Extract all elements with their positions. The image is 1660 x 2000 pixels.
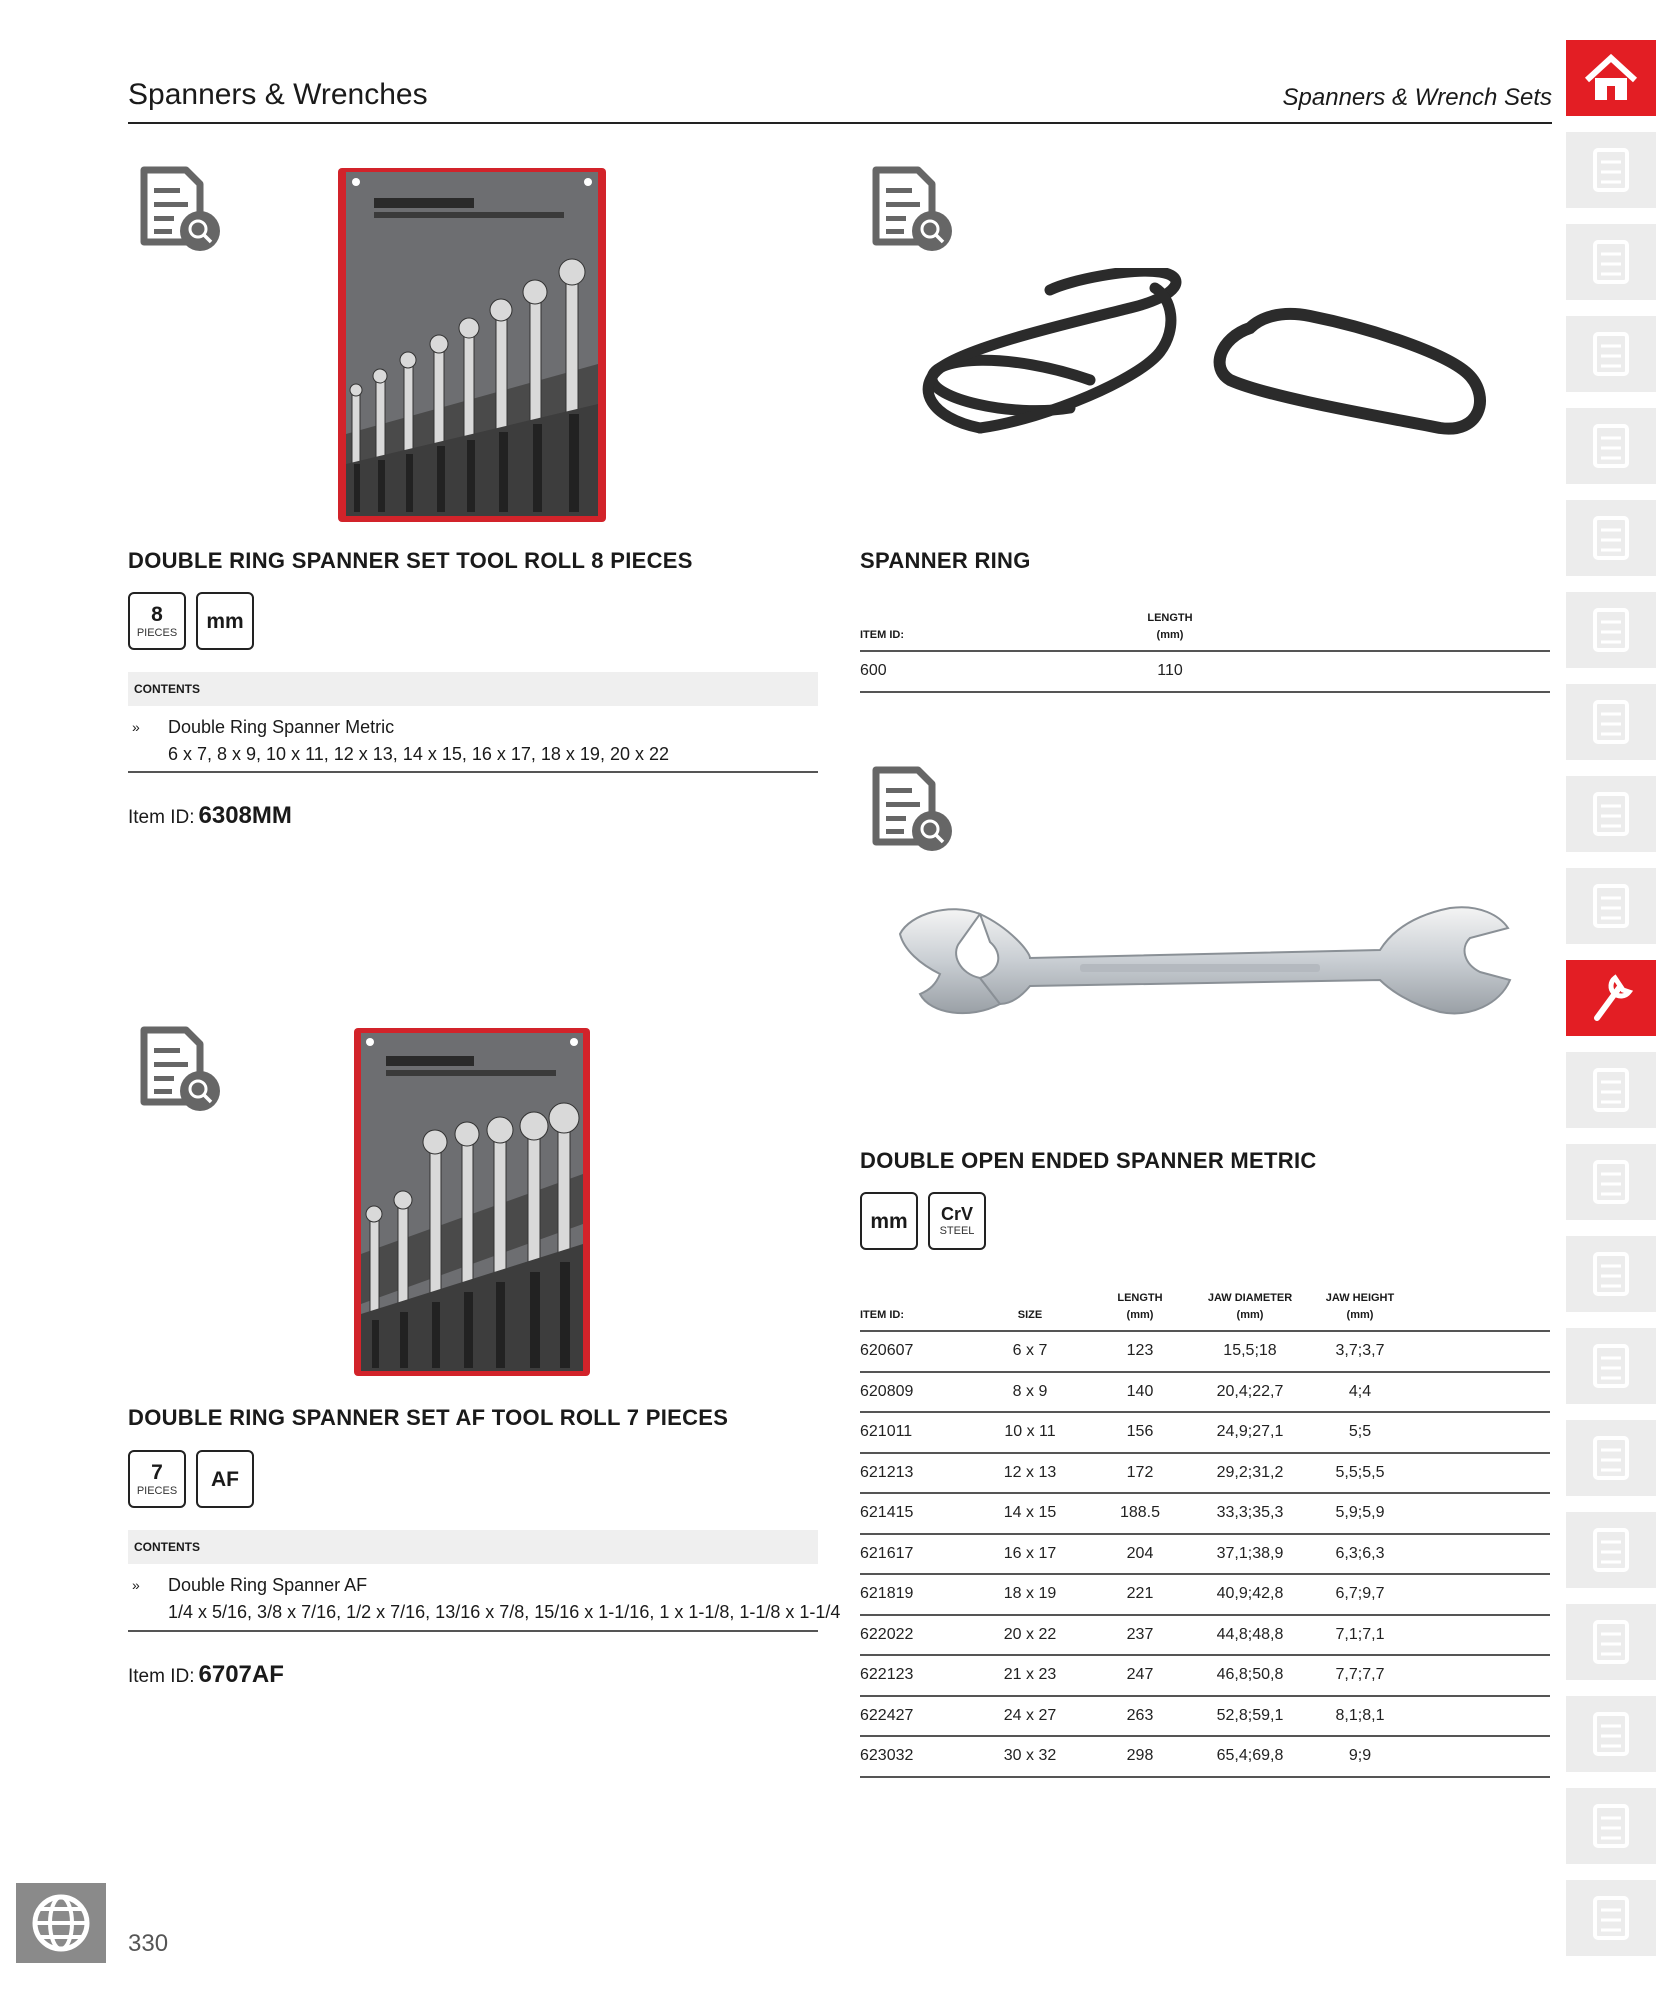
tool-tray-icon — [1579, 414, 1643, 478]
table-cell: 188.5 — [1080, 1493, 1200, 1534]
product-title: DOUBLE RING SPANNER SET AF TOOL ROLL 7 PIECES — [128, 1405, 729, 1430]
item-id — [128, 1661, 284, 1689]
table-cell: 5;5 — [1300, 1412, 1420, 1453]
table-row — [860, 1453, 1550, 1494]
table-header-row — [860, 1290, 1550, 1331]
table-row — [860, 1574, 1550, 1615]
table-cell: 123 — [1080, 1331, 1200, 1372]
sidebar-tab[interactable] — [1566, 1788, 1656, 1864]
sidebar-tab[interactable] — [1566, 1328, 1656, 1404]
table-cell: 110 — [1100, 651, 1240, 692]
item-id-label: Item ID: — [128, 1666, 195, 1687]
table-cell: 621819 — [860, 1574, 980, 1615]
column-header: LENGTH (mm) — [1117, 1292, 1163, 1321]
product-image-tool-roll-8 — [334, 164, 610, 526]
contents-list — [128, 1572, 841, 1632]
sidebar-tab[interactable] — [1566, 1420, 1656, 1496]
tool-cabinet-icon — [1579, 138, 1643, 202]
table-cell: 33,3;35,3 — [1200, 1493, 1300, 1534]
table-cell: 7,1;7,1 — [1300, 1615, 1420, 1656]
table-cell: 140 — [1080, 1372, 1200, 1413]
page-title: Spanners & Wrenches — [128, 78, 428, 111]
product-title: DOUBLE RING SPANNER SET TOOL ROLL 8 PIECES — [128, 548, 693, 573]
table-cell: 621213 — [860, 1453, 980, 1494]
sidebar-tab[interactable] — [1566, 1512, 1656, 1588]
spec-table — [860, 1290, 1550, 1778]
table-cell: 16 x 17 — [980, 1534, 1080, 1575]
tool-cabinet-icon — [1579, 598, 1643, 662]
sidebar-tab[interactable] — [1566, 868, 1656, 944]
sidebar-tab[interactable] — [1566, 1236, 1656, 1312]
table-cell: 10 x 11 — [980, 1412, 1080, 1453]
bullet-marker: » — [132, 719, 140, 735]
bits-icon — [1579, 1150, 1643, 1214]
table-cell: 37,1;38,9 — [1200, 1534, 1300, 1575]
table-cell: 620809 — [860, 1372, 980, 1413]
column-header: JAW DIAMETER (mm) — [1207, 1292, 1293, 1321]
datasheet-icon[interactable] — [866, 764, 956, 854]
unit-badge: mm — [196, 592, 254, 650]
sidebar-tab[interactable] — [1566, 408, 1656, 484]
hex-keys-icon — [1579, 1242, 1643, 1306]
datasheet-icon[interactable] — [134, 1024, 224, 1114]
table-cell: 20,4;22,7 — [1200, 1372, 1300, 1413]
column-header: ITEM ID: — [860, 1309, 904, 1321]
table-cell: 46,8;50,8 — [1200, 1655, 1300, 1696]
tape-measure-icon — [1579, 1610, 1643, 1674]
table-cell: 621617 — [860, 1534, 980, 1575]
table-cell: 5,9;5,9 — [1300, 1493, 1420, 1534]
table-cell: 29,2;31,2 — [1200, 1453, 1300, 1494]
contents-header: CONTENTS — [128, 672, 818, 706]
sidebar-tab[interactable] — [1566, 1052, 1656, 1128]
column-header: LENGTH (mm) — [1147, 612, 1193, 641]
table-cell: 15,5;18 — [1200, 1331, 1300, 1372]
bullet-marker: » — [132, 1577, 140, 1593]
table-cell: 20 x 22 — [980, 1615, 1080, 1656]
table-cell: 3,7;3,7 — [1300, 1331, 1420, 1372]
gears-icon — [1579, 1702, 1643, 1766]
product-title: DOUBLE OPEN ENDED SPANNER METRIC — [860, 1148, 1317, 1173]
table-cell: 622022 — [860, 1615, 980, 1656]
table-row — [860, 1655, 1550, 1696]
contents-line: 1/4 x 5/16, 3/8 x 7/16, 1/2 x 7/16, 13/16 x 7/8, 15/16 x 1-1/16, 1 x 1-1/8, 1-1/8 x 1-1/4 — [168, 1602, 841, 1622]
contents-divider — [128, 1630, 818, 1632]
datasheet-icon[interactable] — [866, 164, 956, 254]
column-header: SIZE — [1017, 1309, 1043, 1321]
item-id-value: 6308MM — [198, 802, 292, 829]
globe-button[interactable] — [16, 1883, 106, 1963]
sidebar-tab[interactable] — [1566, 776, 1656, 852]
column-header: ITEM ID: — [860, 629, 904, 641]
table-cell: 30 x 32 — [980, 1736, 1080, 1777]
torque-wrench-icon — [1579, 874, 1643, 938]
page-number: 330 — [128, 1930, 169, 1957]
product-image-spanner-ring — [910, 268, 1500, 468]
hammer-icon — [1579, 1886, 1643, 1950]
warning-triangle-icon — [1579, 1426, 1643, 1490]
table-cell: 9;9 — [1300, 1736, 1420, 1777]
contents-list — [128, 714, 818, 774]
item-id — [128, 802, 292, 830]
table-cell: 263 — [1080, 1696, 1200, 1737]
table-cell: 4;4 — [1300, 1372, 1420, 1413]
pliers-icon — [1579, 1334, 1643, 1398]
table-cell: 8 x 9 — [980, 1372, 1080, 1413]
tool-tray-icon — [1579, 230, 1643, 294]
table-cell: 8,1;8,1 — [1300, 1696, 1420, 1737]
table-cell: 12 x 13 — [980, 1453, 1080, 1494]
sidebar-tab[interactable] — [1566, 316, 1656, 392]
table-row — [860, 1736, 1550, 1777]
column-header: JAW HEIGHT (mm) — [1325, 1292, 1395, 1321]
sidebar-tab[interactable] — [1566, 1696, 1656, 1772]
table-cell: 623032 — [860, 1736, 980, 1777]
section-subtitle: Spanners & Wrench Sets — [1282, 84, 1552, 111]
item-id-value: 6707AF — [198, 1661, 284, 1688]
sidebar-tab[interactable] — [1566, 684, 1656, 760]
table-cell: 156 — [1080, 1412, 1200, 1453]
table-cell: 621415 — [860, 1493, 980, 1534]
table-cell: 24,9;27,1 — [1200, 1412, 1300, 1453]
table-cell: 600 — [860, 651, 1100, 692]
table-cell: 221 — [1080, 1574, 1200, 1615]
table-cell: 621011 — [860, 1412, 980, 1453]
unit-badge: AF — [196, 1450, 254, 1508]
table-cell: 18 x 19 — [980, 1574, 1080, 1615]
table-cell: 44,8;48,8 — [1200, 1615, 1300, 1656]
sidebar-tab[interactable] — [1566, 960, 1656, 1036]
table-cell: 6,7;9,7 — [1300, 1574, 1420, 1615]
sockets-icon — [1579, 782, 1643, 846]
table-cell: 622123 — [860, 1655, 980, 1696]
table-header-row — [860, 610, 1550, 651]
globe-icon — [29, 1891, 93, 1955]
table-row — [860, 1372, 1550, 1413]
table-row — [860, 1615, 1550, 1656]
sidebar-tab[interactable] — [1566, 132, 1656, 208]
product-image-open-ended-spanner — [890, 894, 1520, 1054]
pieces-badge: 7 PIECES — [128, 1450, 186, 1508]
contents-line: Double Ring Spanner Metric — [168, 717, 395, 737]
sidebar-tab[interactable] — [1566, 500, 1656, 576]
contents-line: Double Ring Spanner AF — [168, 1575, 368, 1595]
pieces-badge: 8 PIECES — [128, 592, 186, 650]
table-cell: 6 x 7 — [980, 1331, 1080, 1372]
sidebar-tab[interactable] — [1566, 40, 1656, 116]
table-cell: 21 x 23 — [980, 1655, 1080, 1696]
table-cell: 65,4;69,8 — [1200, 1736, 1300, 1777]
home-icon — [1579, 46, 1643, 110]
table-row — [860, 1696, 1550, 1737]
sidebar-tab[interactable] — [1566, 224, 1656, 300]
spec-table — [860, 610, 1550, 693]
sidebar-tab[interactable] — [1566, 1880, 1656, 1956]
table-cell: 298 — [1080, 1736, 1200, 1777]
sidebar-tab[interactable] — [1566, 1144, 1656, 1220]
table-cell: 620607 — [860, 1331, 980, 1372]
contents-line: 6 x 7, 8 x 9, 10 x 11, 12 x 13, 14 x 15, 16 x 17, 18 x 19, 20 x 22 — [168, 744, 669, 764]
table-cell: 204 — [1080, 1534, 1200, 1575]
contents-header: CONTENTS — [128, 1530, 818, 1564]
product-image-tool-roll-7 — [350, 1024, 594, 1380]
table-row — [860, 1412, 1550, 1453]
table-cell: 5,5;5,5 — [1300, 1453, 1420, 1494]
knife-icon — [1579, 1518, 1643, 1582]
table-row — [860, 651, 1550, 692]
table-cell: 52,8;59,1 — [1200, 1696, 1300, 1737]
table-row — [860, 1493, 1550, 1534]
material-badge: CrV STEEL — [928, 1192, 986, 1250]
tool-set-icon — [1579, 506, 1643, 570]
unit-badge: mm — [860, 1192, 918, 1250]
table-row — [860, 1534, 1550, 1575]
table-cell: 172 — [1080, 1453, 1200, 1494]
tool-cabinet-icon — [1579, 322, 1643, 386]
sidebar-tab[interactable] — [1566, 592, 1656, 668]
table-cell: 40,9;42,8 — [1200, 1574, 1300, 1615]
screwdriver-bits-icon — [1579, 690, 1643, 754]
table-cell: 247 — [1080, 1655, 1200, 1696]
spanner-icon — [1579, 966, 1643, 1030]
sidebar-tab[interactable] — [1566, 1604, 1656, 1680]
gear-icon — [1579, 1794, 1643, 1858]
item-id-label: Item ID: — [128, 807, 195, 828]
table-cell: 6,3;6,3 — [1300, 1534, 1420, 1575]
screwdriver-icon — [1579, 1058, 1643, 1122]
table-row — [860, 1331, 1550, 1372]
product-title: SPANNER RING — [860, 548, 1031, 573]
header-divider — [128, 122, 1552, 124]
table-cell: 237 — [1080, 1615, 1200, 1656]
datasheet-icon[interactable] — [134, 164, 224, 254]
table-cell: 14 x 15 — [980, 1493, 1080, 1534]
table-cell: 24 x 27 — [980, 1696, 1080, 1737]
table-cell: 622427 — [860, 1696, 980, 1737]
contents-divider — [128, 771, 818, 773]
table-cell: 7,7;7,7 — [1300, 1655, 1420, 1696]
